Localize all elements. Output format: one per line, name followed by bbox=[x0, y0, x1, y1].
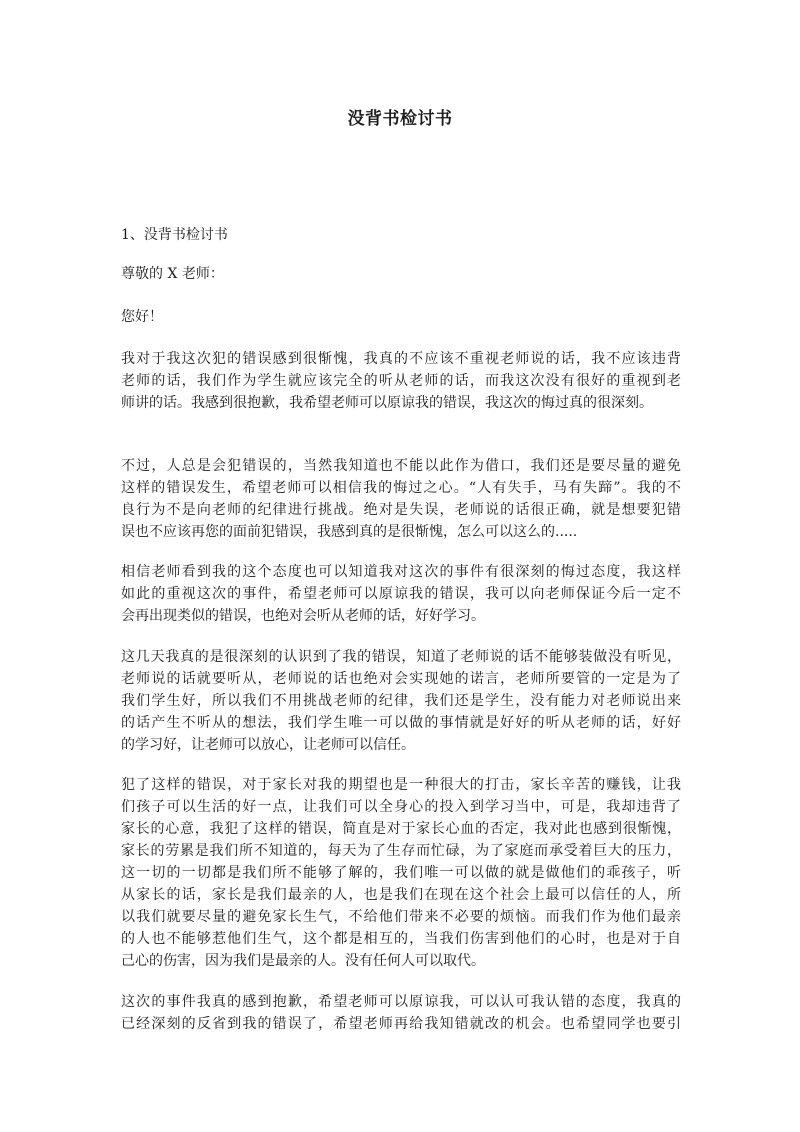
paragraph-2-line: 良行为不是向老师的纪律进行挑战。绝对是失误，老师说的话很正确，就是想要犯错 bbox=[121, 502, 681, 518]
paragraph-4-line: 的话产生不听从的想法，我们学生唯一可以做的事情就是好好的听从老师的话，好好 bbox=[121, 715, 681, 731]
paragraph-5-line: 家长的心意，我犯了这样的错误，简直是对于家长心血的否定，我对此也感到很惭愧， bbox=[121, 821, 681, 837]
paragraph-5-line: 的人也不能够惹他们生气，这个都是相互的，当我们伤害到他们的心时，也是对于自 bbox=[121, 931, 681, 947]
paragraph-5-line: 这一切的一切都是我们所不能够了解的，我们唯一可以做的就是做他们的乖孩子，听 bbox=[121, 865, 681, 881]
salutation: 尊敬的 X 老师： bbox=[121, 266, 224, 282]
paragraph-2-line: 误也不应该再您的面前犯错误，我感到真的是很惭愧，怎么可以这么的..... bbox=[121, 524, 578, 540]
paragraph-2-line: 不过，人总是会犯错误的，当然我知道也不能以此作为借口，我们还是要尽量的避免 bbox=[121, 458, 681, 474]
paragraph-3-line: 如此的重视这次的事件，希望老师可以原谅我的错误，我可以向老师保证今后一定不 bbox=[121, 586, 681, 602]
greeting: 您好！ bbox=[121, 309, 163, 325]
paragraph-4-line: 的学习好，让老师可以放心，让老师可以信任。 bbox=[121, 737, 415, 753]
document-title: 没背书检讨书 bbox=[347, 109, 453, 129]
section-heading: 1、没背书检讨书 bbox=[121, 227, 228, 243]
paragraph-5-line: 己心的伤害，因为我们是最亲的人。没有任何人可以取代。 bbox=[121, 953, 485, 969]
paragraph-5-line: 家长的劳累是我们所不知道的，每天为了生存而忙碌，为了家庭而承受着巨大的压力， bbox=[121, 843, 681, 859]
paragraph-6-line: 这次的事件我真的感到抱歉，希望老师可以原谅我，可以认可我认错的态度，我真的 bbox=[121, 994, 681, 1010]
paragraph-1-line: 老师的话，我们作为学生就应该完全的听从老师的话，而我这次没有很好的重视到老 bbox=[121, 373, 681, 389]
paragraph-5-line: 们孩子可以生活的好一点，让我们可以全身心的投入到学习当中，可是，我却违背了 bbox=[121, 799, 681, 815]
paragraph-5-line: 从家长的话，家长是我们最亲的人，也是我们在现在这个社会上最可以信任的人，所 bbox=[121, 887, 681, 903]
paragraph-4-line: 我们学生好，所以我们不用挑战老师的纪律，我们还是学生，没有能力对老师说出来 bbox=[121, 693, 681, 709]
paragraph-1-line: 我对于我这次犯的错误感到很惭愧，我真的不应该不重视老师说的话，我不应该违背 bbox=[121, 351, 681, 367]
paragraph-6-line: 已经深刻的反省到我的错误了，希望老师再给我知错就改的机会。也希望同学也要引 bbox=[121, 1016, 681, 1032]
paragraph-4-line: 老师说的话就要听从，老师说的话也绝对会实现她的诺言，老师所要管的一定是为了 bbox=[121, 671, 681, 687]
paragraph-3-line: 相信老师看到我的这个态度也可以知道我对这次的事件有很深刻的悔过态度，我这样 bbox=[121, 564, 681, 580]
paragraph-5-line: 以我们就要尽量的避免家长生气，不给他们带来不必要的烦恼。而我们作为他们最亲 bbox=[121, 909, 681, 925]
paragraph-1-line: 师讲的话。我感到很抱歉，我希望老师可以原谅我的错误，我这次的悔过真的很深刻。 bbox=[121, 395, 653, 411]
paragraph-4-line: 这几天我真的是很深刻的认识到了我的错误，知道了老师说的话不能够装做没有听见， bbox=[121, 649, 681, 665]
paragraph-5-line: 犯了这样的错误，对于家长对我的期望也是一种很大的打击，家长辛苦的赚钱，让我 bbox=[121, 777, 681, 793]
paragraph-2-line: 这样的错误发生，希望老师可以相信我的悔过之心。“人有失手，马有失蹄”。我的不 bbox=[121, 480, 681, 496]
paragraph-3-line: 会再出现类似的错误，也绝对会听从老师的话，好好学习。 bbox=[121, 608, 485, 624]
